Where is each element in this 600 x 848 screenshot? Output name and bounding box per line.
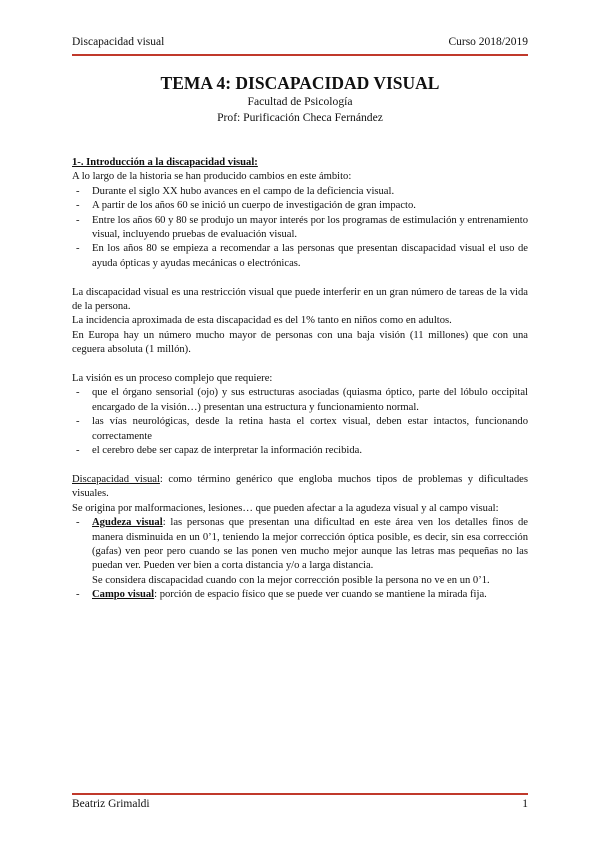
- list-item: - En los años 80 se empieza a recomendar a las personas que presentan discapacidad visual el uso de ayuda ópticas y ayudas mecánicas o electrónicas.: [76, 243, 528, 269]
- list-item: - A partir de los años 60 se inició un cuerpo de investigación de gran impacto.: [76, 200, 416, 212]
- definition-list-2: [72, 588, 528, 602]
- list-item: - Durante el siglo XX hubo avances en el campo de la deficiencia visual.: [76, 185, 395, 197]
- definition-term: Discapacidad visual: [72, 473, 160, 485]
- vision-list: [72, 386, 528, 458]
- header-right: Curso 2018/2019: [448, 36, 528, 48]
- document-body: [72, 72, 528, 603]
- section-heading: 1-. Introducción a la discapacidad visual:: [72, 157, 258, 168]
- list-item: - que el órgano sensorial (ojo) y sus estructuras asociadas (quiasma óptico, parte del lóbulo occipital encargado de la visión…) presentan una estructura y funcionamiento normal.: [76, 387, 528, 413]
- vision-intro: La visión es un proceso complejo que requiere:: [72, 373, 273, 385]
- list-item: - Entre los años 60 y 80 se produjo un mayor interés por los programas de estimulación y entrenamiento visual, incluyendo pruebas de evaluación visual.: [76, 214, 528, 241]
- faculty-line: Facultad de Psicología: [247, 95, 353, 108]
- list-item: - Agudeza visual: las personas que presentan una dificultad en este área ven los detalles finos de manera disminuida en un 0’1, teniendo la mejor corrección óptica posible, es decir, sin esa corrección (gafas) ven peor pero cuando se las ponen ven mucho mejor aunque las letras mas pequeñas no las puedan ver. Pueden ver bien a corta distancia y/o a larga distancia.: [76, 517, 528, 572]
- paragraph: La incidencia aproximada de esta discapacidad es del 1% tanto en niños como en adultos.: [72, 315, 452, 327]
- professor-line: Prof: Purificación Checa Fernández: [217, 111, 383, 124]
- footer-rule: [72, 793, 528, 795]
- term-campo: Campo visual: [92, 589, 155, 601]
- definition-paragraph: Discapacidad visual: como término genérico que engloba muchos tipos de problemas y dificultades visuales.: [72, 473, 529, 500]
- page-header: [72, 36, 528, 52]
- list-item: - Campo visual: porción de espacio físico que se puede ver cuando se mantiene la mirada fija.: [76, 589, 487, 601]
- section-intro: A lo largo de la historia se han producido cambios en este ámbito:: [72, 171, 352, 183]
- paragraph: La discapacidad visual es una restricción visual que puede interferir en un gran número de tareas de la vida de la persona.: [72, 286, 528, 313]
- header-rule: [72, 54, 528, 56]
- term-agudeza: Agudeza visual: [92, 517, 163, 529]
- page-title: TEMA 4: DISCAPACIDAD VISUAL: [160, 73, 440, 93]
- author-name: Beatriz Grimaldi: [72, 798, 150, 810]
- agudeza-note: Se considera discapacidad cuando con la mejor corrección posible la persona no ve en un 0’1.: [92, 574, 490, 586]
- paragraph: En Europa hay un número mucho mayor de personas con una baja visión (11 millones) que con una ceguera absoluta (1 millón).: [72, 329, 528, 356]
- list-item: - las vías neurológicas, desde la retina hasta el cortex visual, deben estar intactos, funcionando correctamente: [76, 416, 528, 442]
- header-left: Discapacidad visual: [72, 36, 165, 48]
- origin-paragraph: Se origina por malformaciones, lesiones… que pueden afectar a la agudeza visual y al campo visual:: [72, 502, 499, 514]
- definition-list: [72, 516, 528, 574]
- history-list: [72, 185, 528, 271]
- list-item: - el cerebro debe ser capaz de interpretar la información recibida.: [76, 445, 362, 457]
- page-number: 1: [522, 798, 528, 810]
